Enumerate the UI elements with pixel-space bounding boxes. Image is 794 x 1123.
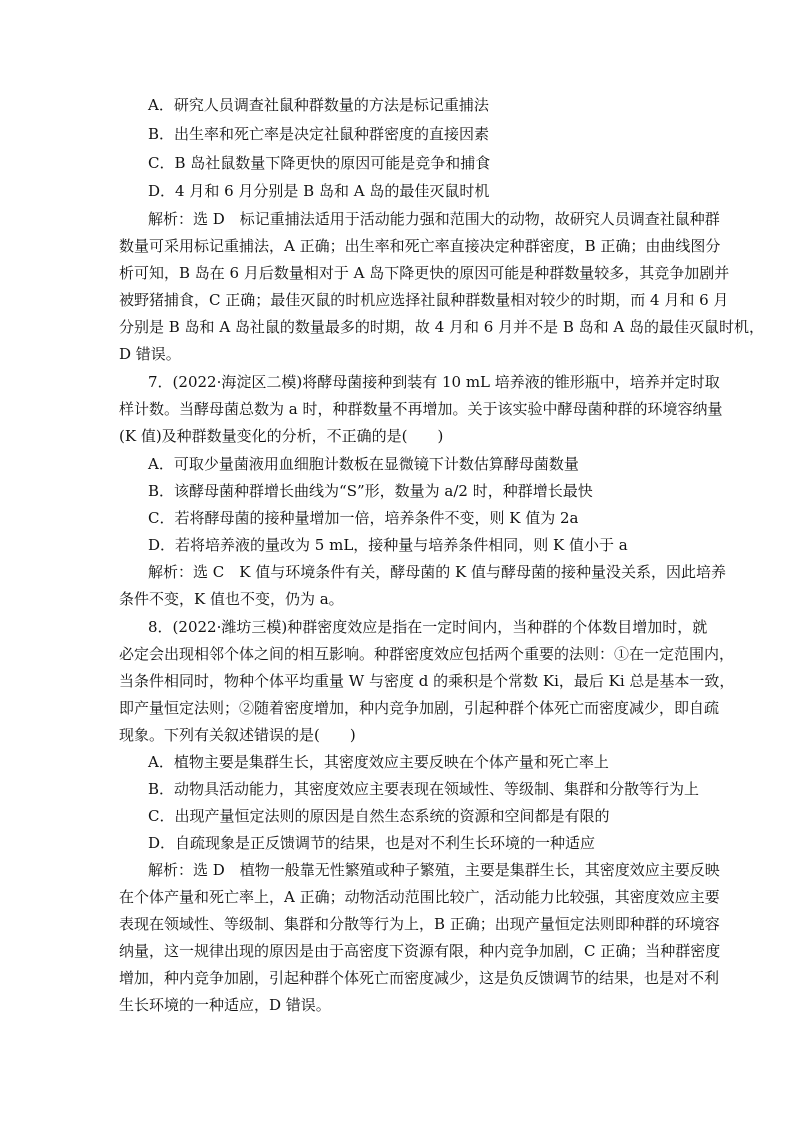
q6-option-a: A．研究人员调查社鼠种群数量的方法是标记重捕法 — [148, 96, 489, 114]
q8-stem-line: 必定会出现相邻个体之间的相互影响。种群密度效应包括两个重要的法则：①在一定范围内， — [119, 645, 735, 663]
q7-analysis-line: 条件不变，K 值也不变，仍为 a。 — [119, 590, 344, 608]
q6-analysis-line: 数量可采用标记重捕法，A 正确；出生率和死亡率直接决定种群密度，B 正确；由曲线图分 — [119, 237, 721, 255]
q6-analysis-line: 解析：选 D 标记重捕法适用于活动能力强和范围大的动物，故研究人员调查社鼠种群 — [148, 210, 720, 228]
q8-option-c: C．出现产量恒定法则的原因是自然生态系统的资源和空间都是有限的 — [148, 807, 610, 825]
q8-option-a: A．植物主要是集群生长，其密度效应主要反映在个体产量和死亡率上 — [148, 753, 609, 771]
q6-option-d: D．4 月和 6 月分别是 B 岛和 A 岛的最佳灭鼠时机 — [148, 182, 490, 200]
q6-option-b: B．出生率和死亡率是决定社鼠种群密度的直接因素 — [148, 125, 490, 143]
q8-option-b: B．动物具活动能力，其密度效应主要表现在领域性、等级制、集群和分散等行为上 — [148, 780, 700, 798]
q7-stem-line: (K 值)及种群数量变化的分析，不正确的是( ) — [119, 427, 444, 445]
q7-stem-line: 7．(2022·海淀区二模)将酵母菌接种到装有 10 mL 培养液的锥形瓶中，培养并定时取 — [148, 373, 720, 391]
q6-option-c: C．B 岛社鼠数量下降更快的原因可能是竞争和捕食 — [148, 154, 491, 172]
q8-stem-line: 即产量恒定法则；②随着密度增加，种内竞争加剧，引起种群个体死亡而密度减少，即自疏 — [119, 699, 720, 717]
q6-analysis-line: 分别是 B 岛和 A 岛社鼠的数量最多的时期，故 4 月和 6 月并不是 B 岛和 A 岛的最佳灭鼠时机， — [119, 318, 765, 336]
q8-analysis-line: 纳量，这一规律出现的原因是由于高密度下资源有限，种内竞争加剧，C 正确；当种群密度 — [119, 942, 721, 960]
q7-option-a: A．可取少量菌液用血细胞计数板在显微镜下计数估算酵母菌数量 — [148, 455, 579, 473]
q8-stem-line: 现象。下列有关叙述错误的是( ) — [119, 726, 356, 744]
q7-analysis-line: 解析：选 C K 值与环境条件有关，酵母菌的 K 值与酵母菌的接种量没关系，因此培养 — [148, 563, 726, 581]
q8-analysis-line: 解析：选 D 植物一般靠无性繁殖或种子繁殖，主要是集群生长，其密度效应主要反映 — [148, 861, 720, 879]
q7-option-d: D．若将培养液的量改为 5 mL，接种量与培养条件相同，则 K 值小于 a — [148, 536, 628, 554]
q8-stem-line: 当条件相同时，物种个体平均重量 W 与密度 d 的乘积是个常数 Ki，最后 Ki 总是基本一致， — [119, 672, 735, 690]
q8-analysis-line: 在个体产量和死亡率上，A 正确；动物活动范围比较广，活动能力比较强，其密度效应主要 — [119, 888, 720, 906]
q8-stem-line: 8．(2022·潍坊三模)种群密度效应是指在一定时间内，当种群的个体数目增加时，就 — [148, 618, 708, 636]
q7-option-b: B．该酵母菌种群增长曲线为“S”形，数量为 a/2 时，种群增长最快 — [148, 482, 593, 500]
q7-option-c: C．若将酵母菌的接种量增加一倍，培养条件不变，则 K 值为 2a — [148, 509, 579, 527]
q6-analysis-line: D 错误。 — [119, 345, 181, 363]
q6-analysis-line: 被野猪捕食，C 正确；最佳灭鼠的时机应选择社鼠种群数量相对较少的时期，而 4 月和 6 月 — [119, 291, 729, 309]
q7-stem-line: 样计数。当酵母菌总数为 a 时，种群数量不再增加。关于该实验中酵母菌种群的环境容纳量 — [119, 400, 723, 418]
q8-analysis-line: 表现在领域性、等级制、集群和分散等行为上，B 正确；出现产量恒定法则即种群的环境容 — [119, 915, 720, 933]
q8-option-d: D．自疏现象是正反馈调节的结果，也是对不利生长环境的一种适应 — [148, 834, 596, 852]
q8-analysis-line: 生长环境的一种适应，D 错误。 — [119, 996, 331, 1014]
q8-analysis-line: 增加，种内竞争加剧，引起种群个体死亡而密度减少，这是负反馈调节的结果，也是对不利 — [119, 969, 720, 987]
q6-analysis-line: 析可知，B 岛在 6 月后数量相对于 A 岛下降更快的原因可能是种群数量较多，其竞争加剧并 — [119, 264, 730, 282]
